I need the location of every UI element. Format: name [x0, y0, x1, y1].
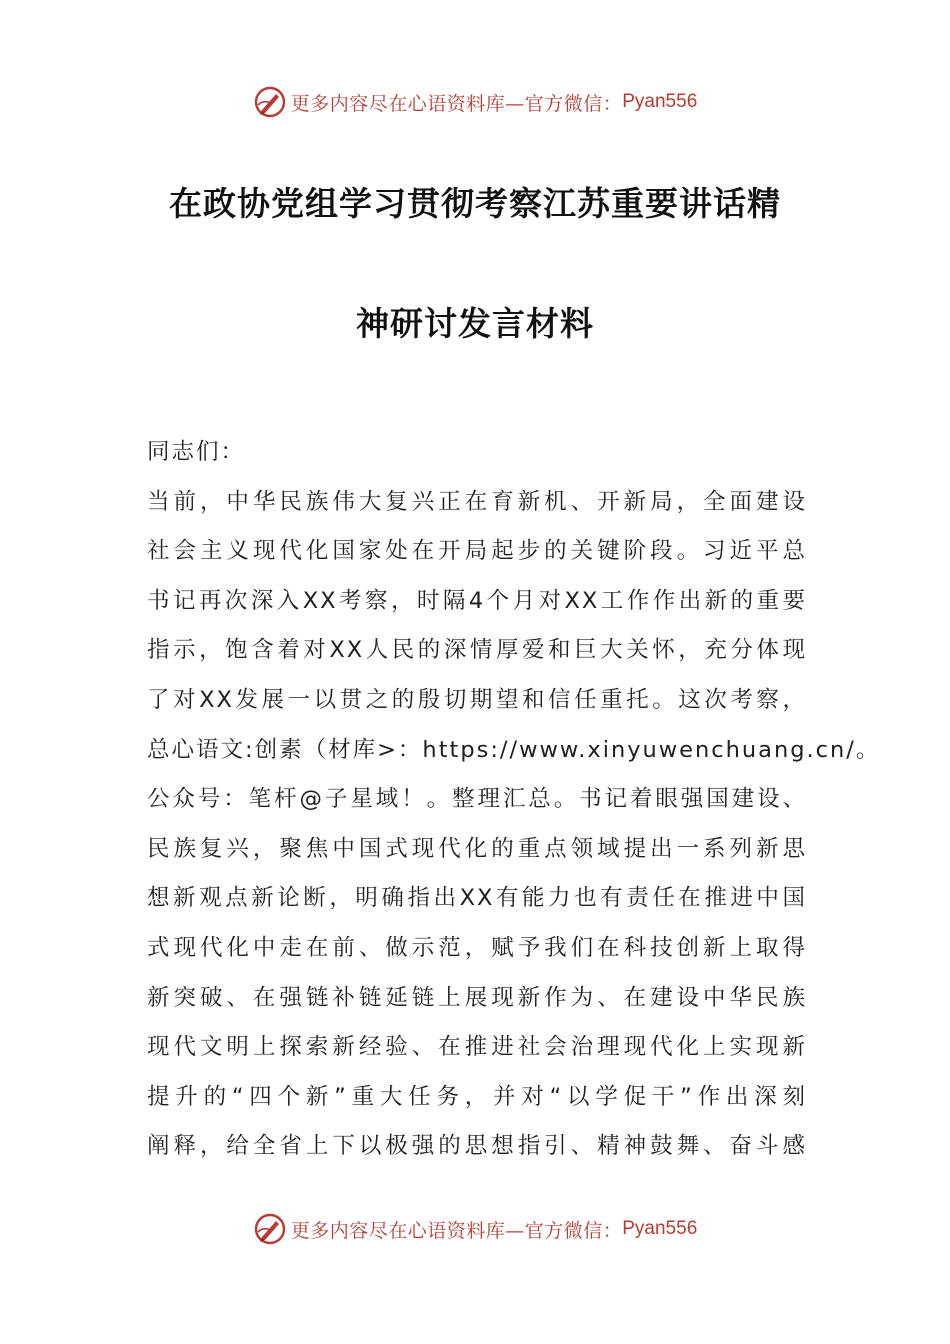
banner-text: 更多内容尽在心语资料库—官方微信： — [290, 92, 623, 115]
header-banner — [0, 82, 950, 122]
body-line: 式现代化中走在前、做示范，赋予我们在科技创新上取得 — [147, 934, 807, 961]
body-line: 了对XX发展一以贯之的殷切期望和信任重托。这次考察， — [147, 686, 807, 713]
salutation: 同志们： — [147, 439, 246, 465]
pen-logo-icon — [253, 85, 287, 119]
banner-wechat-id: Pyan556 — [622, 91, 698, 112]
body-line: 总心语文:创素（材库>：https://www.xinyuwenchuang.cn/。 — [147, 736, 881, 763]
document-title-line-1: 在政协党组学习贯彻考察江苏重要讲话精 — [169, 184, 781, 223]
body-line: 当前，中华民族伟大复兴正在育新机、开新局，全面建设 — [147, 488, 807, 515]
body-line: 书记再次深入XX考察，时隔4个月对XX工作作出新的重要 — [147, 587, 807, 614]
footer-banner — [0, 1209, 950, 1249]
body-line: 现代文明上探索新经验、在推进社会治理现代化上实现新 — [147, 1034, 807, 1061]
body-line: 提升的“四个新”重大任务，并对“以学促干”作出深刻 — [147, 1083, 807, 1110]
body-line: 社会主义现代化国家处在开局起步的关键阶段。习近平总 — [147, 538, 807, 565]
body-line: 公众号：笔杆@子星域！。整理汇总。书记着眼强国建设、 — [147, 786, 807, 813]
body-line: 指示，饱含着对XX人民的深情厚爱和巨大关怀，充分体现 — [147, 637, 807, 664]
pen-logo-icon — [253, 1212, 287, 1246]
body-line: 新突破、在强链补链延链上展现新作为、在建设中华民族 — [147, 984, 807, 1011]
body-line: 想新观点新论断，明确指出XX有能力也有责任在推进中国 — [147, 885, 807, 912]
document-body — [147, 428, 881, 1172]
document-title-line-2: 神研讨发言材料 — [356, 304, 594, 343]
banner-text: 更多内容尽在心语资料库—官方微信： — [290, 1219, 623, 1242]
body-line: 民族复兴，聚焦中国式现代化的重点领域提出一系列新思 — [147, 835, 807, 862]
body-line: 阐释，给全省上下以极强的思想指引、精神鼓舞、奋斗感 — [147, 1133, 807, 1160]
banner-wechat-id: Pyan556 — [622, 1218, 698, 1239]
